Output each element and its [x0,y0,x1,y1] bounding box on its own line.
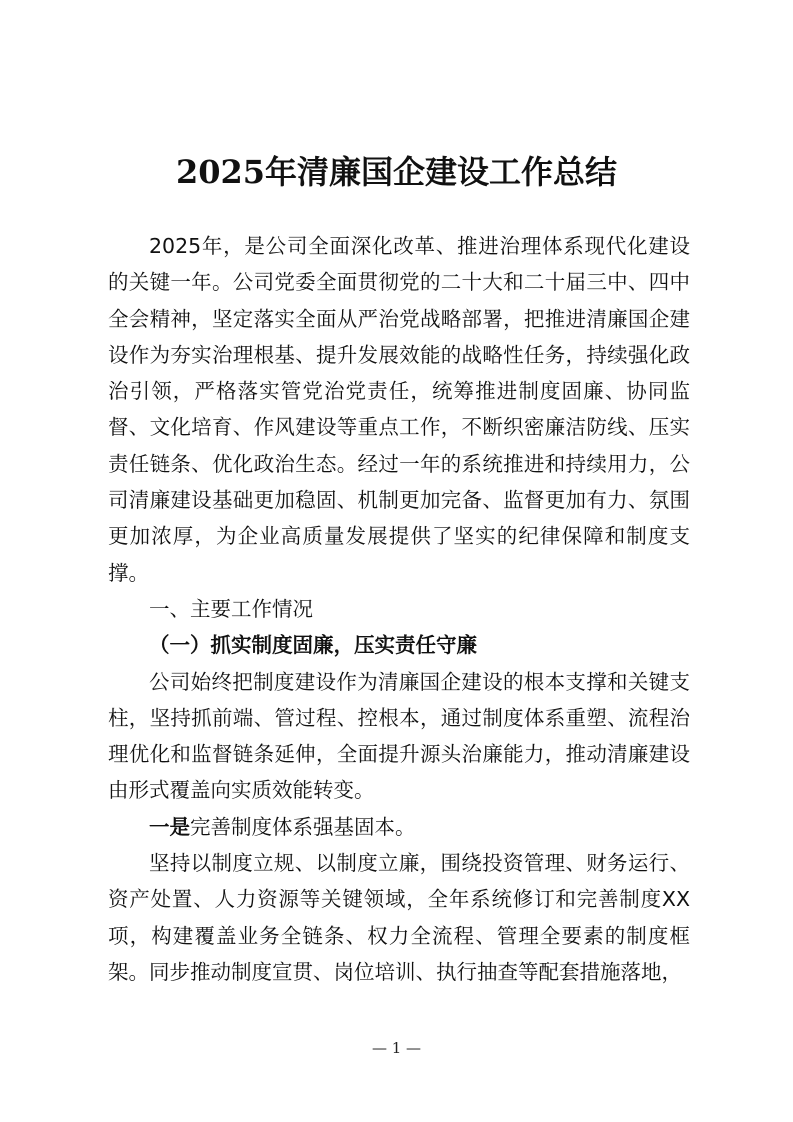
subsection-heading-system: （一）抓实制度固廉，压实责任守廉 [149,633,477,658]
document-body [108,228,690,990]
intro-paragraph: 2025年，是公司全面深化改革、推进治理体系现代化建设的关键一年。公司党委全面贯彻党的二十大和二十届三中、四中全会精神，坚定落实全面从严治党战略部署，把推进清廉国企建设作为夯实治理根基、提升发展效能的战略性任务，持续强化政治引领，严格落实管党治党责任，统筹推进制度固廉、协同监督、文化培育、作风建设等重点工作，不断织密廉洁防线、压实责任链条、优化政治生态。经过一年的系统推进和持续用力，公司清廉建设基础更加稳固、机制更加完备、监督更加有力、氛围更加浓厚，为企业高质量发展提供了坚实的纪律保障和制度支撑。 [108,234,690,585]
document-title: 2025年清廉国企建设工作总结 [175,153,618,191]
section-heading-main-work: 一、主要工作情况 [149,596,313,621]
point-one-title: 完善制度体系强基固本。 [190,814,416,839]
point-one-heading [108,809,690,845]
point-one-lead: 一是 [149,814,190,839]
point-one-body: 坚持以制度立规、以制度立廉，围绕投资管理、财务运行、资产处置、人力资源等关键领域，全年系统修订和完善制度XX项，构建覆盖业务全链条、权力全流程、管理全要素的制度框架。同步推动制度宣贯、岗位培训、执行抽查等配套措施落地， [108,851,690,984]
subsection-body-paragraph: 公司始终把制度建设作为清廉国企建设的根本支撑和关键支柱，坚持抓前端、管过程、控根本，通过制度体系重塑、流程治理优化和监督链条延伸，全面提升源头治廉能力，推动清廉建设由形式覆盖向实质效能转变。 [108,669,690,803]
page-number: — 1 — [371,1039,422,1057]
